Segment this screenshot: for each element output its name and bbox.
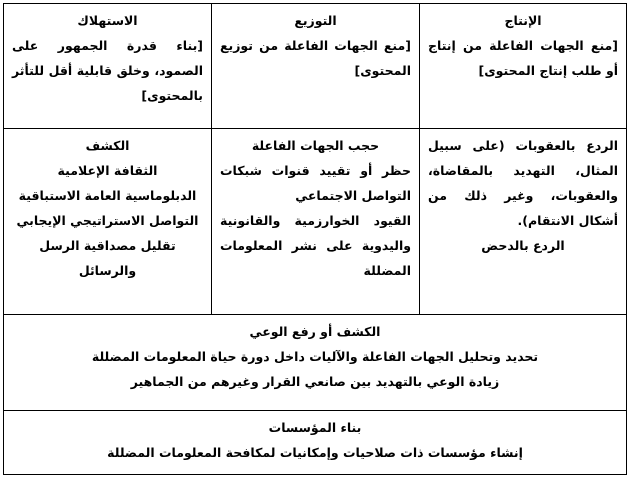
table-row [4,129,627,315]
institution-heading: بناء المؤسسات [268,420,362,435]
consumption-heading: الاستهلاك [77,13,138,28]
consumption-description: [بناء قدرة الجمهور على الصمود، وخلق قابلية أقل للتأثر بالمحتوى] [12,38,203,103]
table-row [4,315,627,411]
cell-distribution-measures [212,129,420,315]
awareness-heading: الكشف أو رفع الوعي [249,324,381,339]
awareness-line-2: زيادة الوعي بالتهديد بين صانعي القرار وغيرهم من الجماهير [130,374,500,389]
consumption-measure-4: تقليل مصداقية الرسل والرسائل [39,238,176,278]
production-measure-2: الردع بالدحض [481,238,565,253]
awareness-line-1: تحديد وتحليل الجهات الفاعلة والآليات داخل دورة حياة المعلومات المضللة [91,349,539,364]
production-measure-1: الردع بالعقوبات (على سبيل المثال، التهديد بالمقاضاة، والعقوبات، وغير ذلك من أشكال الانتقام). [428,138,618,228]
distribution-measure-1: حظر أو تقييد قنوات شبكات التواصل الاجتماعي [220,163,411,203]
counter-disinformation-table [3,3,627,475]
consumption-measure-1: الثقافة الإعلامية [57,163,158,178]
cell-production [420,4,627,129]
consumption-measure-2: الدبلوماسية العامة الاستباقية [18,188,197,203]
institution-line-1: إنشاء مؤسسات ذات صلاحيات وإمكانيات لمكافحة المعلومات المضللة [107,445,523,460]
table-row [4,4,627,129]
distribution-measures-heading: حجب الجهات الفاعلة [251,138,380,153]
cell-production-measures [420,129,627,315]
cell-awareness [4,315,627,411]
table-row [4,411,627,475]
production-description: [منع الجهات الفاعلة من إنتاج أو طلب إنتاج المحتوى] [428,38,618,78]
production-heading: الإنتاج [504,13,542,28]
cell-consumption-measures [4,129,212,315]
cell-consumption [4,4,212,129]
distribution-description: [منع الجهات الفاعلة من توزيع المحتوى] [220,38,411,78]
consumption-measures-heading: الكشف [85,138,130,153]
cell-distribution [212,4,420,129]
distribution-heading: التوزيع [294,13,337,28]
cell-institution-building [4,411,627,475]
distribution-measure-2: القيود الخوارزمية والقانونية واليدوية على نشر المعلومات المضللة [220,213,411,278]
consumption-measure-3: التواصل الاستراتيجي الإيجابي [16,213,199,228]
